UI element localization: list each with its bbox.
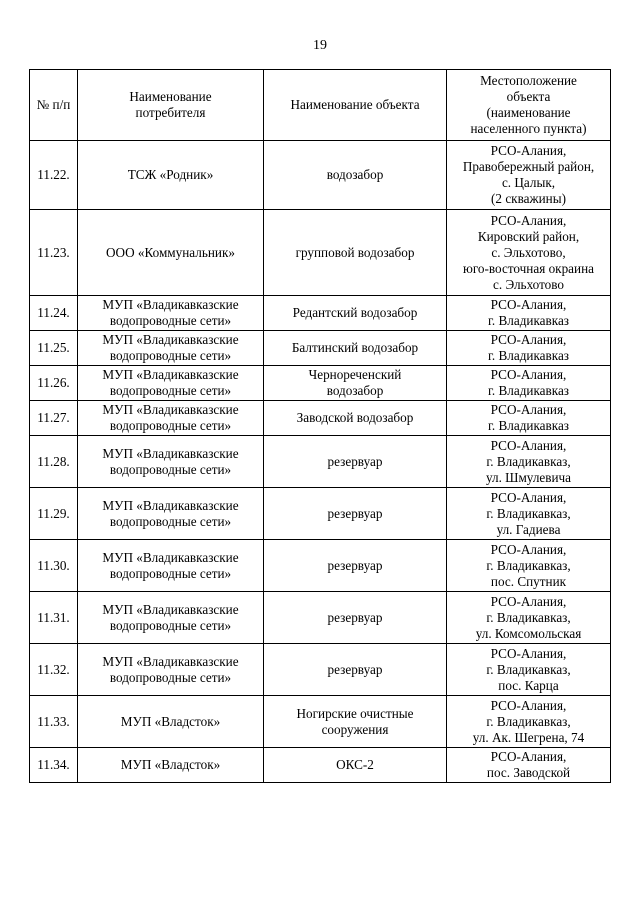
row-number: 11.33. — [30, 696, 78, 748]
row-object: резервуар — [264, 436, 447, 488]
row-location: РСО-Алания, г. Владикавказ, пос. Карца — [447, 644, 611, 696]
table-row — [30, 488, 611, 540]
row-consumer: МУП «Владикавказские водопроводные сети» — [78, 296, 264, 331]
row-location: РСО-Алания, Правобережный район, с. Цалык, (2 скважины) — [447, 141, 611, 210]
header-object: Наименование объекта — [264, 70, 447, 141]
header-location: Местоположение объекта (наименование населенного пункта) — [447, 70, 611, 141]
row-number: 11.23. — [30, 210, 78, 296]
row-object: Чернореченский водозабор — [264, 366, 447, 401]
row-consumer: МУП «Владикавказские водопроводные сети» — [78, 331, 264, 366]
row-number: 11.29. — [30, 488, 78, 540]
table-row — [30, 366, 611, 401]
row-object: резервуар — [264, 644, 447, 696]
row-number: 11.24. — [30, 296, 78, 331]
row-number: 11.34. — [30, 748, 78, 783]
table-row — [30, 748, 611, 783]
table-row — [30, 436, 611, 488]
row-object: резервуар — [264, 592, 447, 644]
table-row — [30, 644, 611, 696]
row-object: Ногирские очистные сооружения — [264, 696, 447, 748]
table-header-row — [30, 70, 611, 141]
row-consumer: МУП «Владикавказские водопроводные сети» — [78, 366, 264, 401]
row-location: РСО-Алания, г. Владикавказ, ул. Комсомольская — [447, 592, 611, 644]
row-object: Редантский водозабор — [264, 296, 447, 331]
row-location: РСО-Алания, г. Владикавказ, пос. Спутник — [447, 540, 611, 592]
row-consumer: МУП «Владикавказские водопроводные сети» — [78, 401, 264, 436]
table-row — [30, 210, 611, 296]
row-object: резервуар — [264, 540, 447, 592]
row-number: 11.28. — [30, 436, 78, 488]
row-location: РСО-Алания, г. Владикавказ — [447, 296, 611, 331]
row-location: РСО-Алания, г. Владикавказ, ул. Шмулевича — [447, 436, 611, 488]
row-number: 11.26. — [30, 366, 78, 401]
row-consumer: МУП «Владикавказские водопроводные сети» — [78, 488, 264, 540]
row-number: 11.25. — [30, 331, 78, 366]
row-object: групповой водозабор — [264, 210, 447, 296]
row-location: РСО-Алания, г. Владикавказ — [447, 366, 611, 401]
row-consumer: ТСЖ «Родник» — [78, 141, 264, 210]
row-object: Балтинский водозабор — [264, 331, 447, 366]
row-number: 11.31. — [30, 592, 78, 644]
row-location: РСО-Алания, г. Владикавказ, ул. Ак. Шегрена, 74 — [447, 696, 611, 748]
table-row — [30, 540, 611, 592]
header-number: № п/п — [30, 70, 78, 141]
row-location: РСО-Алания, Кировский район, с. Эльхотово, юго-восточная окраина с. Эльхотово — [447, 210, 611, 296]
row-consumer: МУП «Владсток» — [78, 748, 264, 783]
row-consumer: МУП «Владикавказские водопроводные сети» — [78, 592, 264, 644]
row-location: РСО-Алания, г. Владикавказ — [447, 331, 611, 366]
row-location: РСО-Алания, г. Владикавказ — [447, 401, 611, 436]
table-row — [30, 141, 611, 210]
table-row — [30, 331, 611, 366]
row-consumer: МУП «Владикавказские водопроводные сети» — [78, 540, 264, 592]
row-number: 11.27. — [30, 401, 78, 436]
row-number: 11.32. — [30, 644, 78, 696]
row-object: водозабор — [264, 141, 447, 210]
row-object: резервуар — [264, 488, 447, 540]
row-number: 11.22. — [30, 141, 78, 210]
page-number: 19 — [313, 38, 327, 53]
registry-table — [29, 69, 611, 783]
row-consumer: МУП «Владикавказские водопроводные сети» — [78, 644, 264, 696]
header-consumer: Наименование потребителя — [78, 70, 264, 141]
row-location: РСО-Алания, пос. Заводской — [447, 748, 611, 783]
row-object: Заводской водозабор — [264, 401, 447, 436]
table-row — [30, 401, 611, 436]
row-consumer: ООО «Коммунальник» — [78, 210, 264, 296]
row-location: РСО-Алания, г. Владикавказ, ул. Гадиева — [447, 488, 611, 540]
row-consumer: МУП «Владсток» — [78, 696, 264, 748]
row-number: 11.30. — [30, 540, 78, 592]
table-row — [30, 296, 611, 331]
row-object: ОКС-2 — [264, 748, 447, 783]
row-consumer: МУП «Владикавказские водопроводные сети» — [78, 436, 264, 488]
table-row — [30, 592, 611, 644]
table-row — [30, 696, 611, 748]
